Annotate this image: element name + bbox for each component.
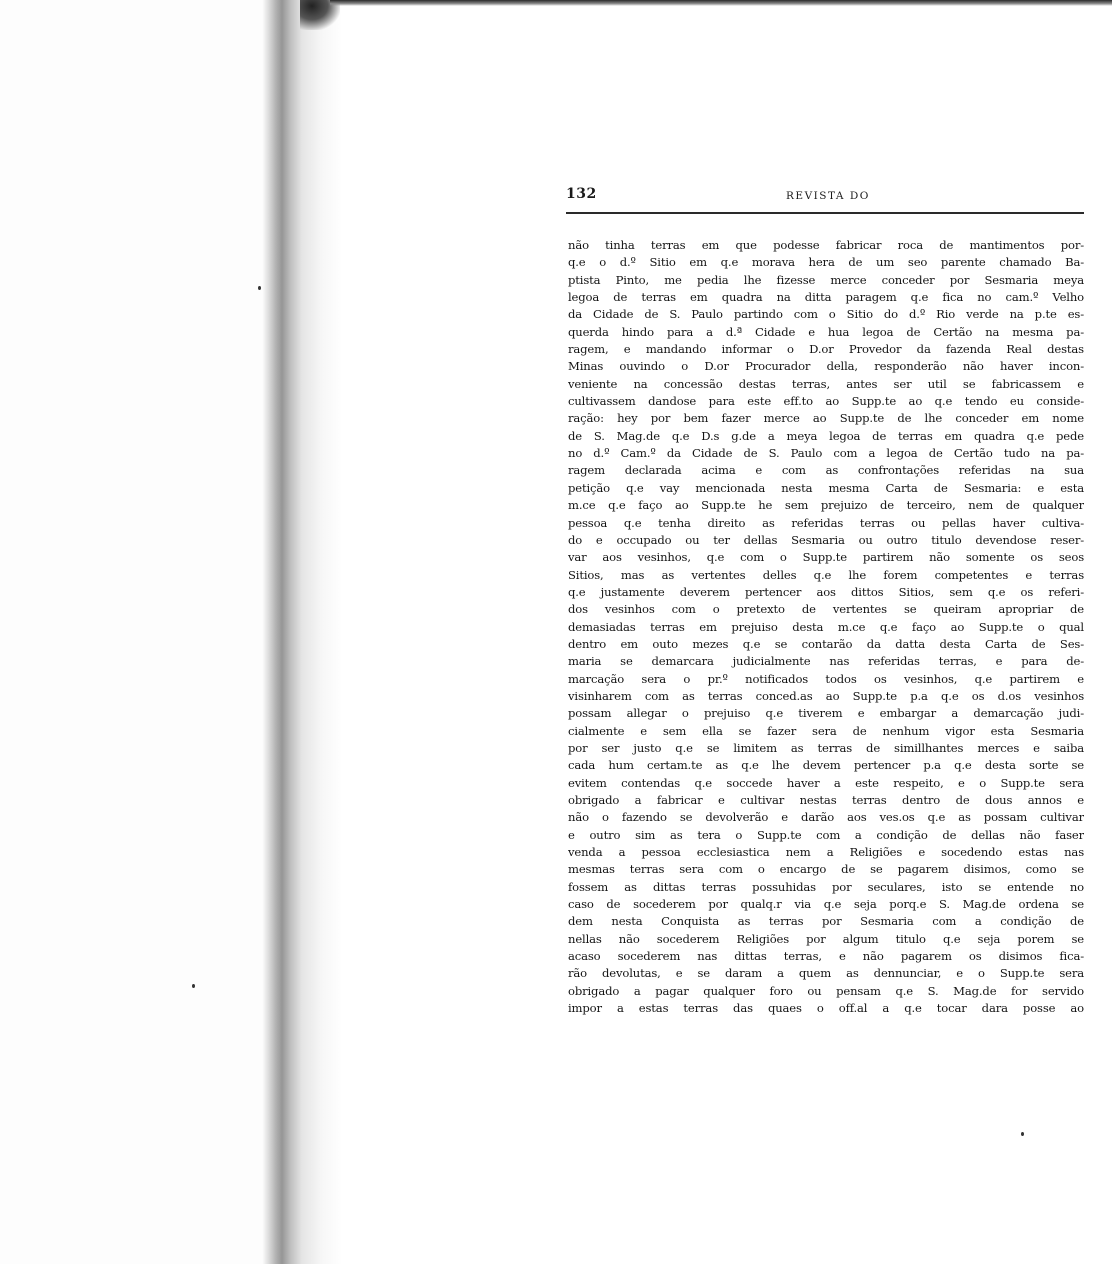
text-line: cada hum certam.te as q.e lhe devem pertencer p.a q.e desta sorte se [568,758,1084,773]
text-line: Minas ouvindo o D.or Procurador della, responderão não haver incon- [568,359,1084,374]
header-rule [566,212,1084,214]
text-line: maria se demarcara judicialmente nas referidas terras, e para de- [568,654,1084,669]
text-line: q.e justamente deverem pertencer aos dittos Sitios, sem q.e os referi- [568,584,1084,599]
paper-speck [1021,1132,1024,1136]
text-line: ragem, e mandando informar o D.or Provedor da fazenda Real destas [568,342,1084,357]
text-line: dos vesinhos com o pretexto de vertentes se queiram apropriar de [568,602,1084,617]
text-line: cultivassem dandose para este eff.to ao Supp.te ao q.e tendo eu conside- [568,394,1084,409]
text-line: dem nesta Conquista as terras por Sesmaria com a condição de [568,914,1084,929]
text-line: do e occupado ou ter dellas Sesmaria ou outro titulo devendose reser- [568,532,1084,547]
text-line: no d.º Cam.º da Cidade de S. Paulo com a legoa de Certão tudo na pa- [568,446,1084,461]
text-line: dentro em outo mezes q.e se contarão da datta desta Carta de Ses- [568,636,1084,651]
text-line: caso de socederem por qualq.r via q.e seja porq.e S. Mag.de ordena se [568,897,1084,912]
running-head: REVISTA DO [786,190,870,202]
text-line: visinharem com as terras conced.as ao Supp.te p.a q.e os d.os vesinhos [568,688,1084,703]
text-line: obrigado a fabricar e cultivar nestas terras dentro de dous annos e [568,793,1084,807]
text-line: da Cidade de S. Paulo partindo com o Sitio do d.º Rio verde na p.te es- [568,307,1084,322]
text-line: fossem as dittas terras possuhidas por seculares, isto se entende no [568,879,1084,894]
text-line: de S. Mag.de q.e D.s g.de a meya legoa de terras em quadra q.e pede [568,428,1084,443]
text-line: legoa de terras em quadra na ditta paragem q.e fica no cam.º Velho [568,290,1084,305]
text-line: querda hindo para a d.ª Cidade e hua legoa de Certão na mesma pa- [568,324,1084,339]
paper-speck [192,984,195,988]
text-line: Sitios, mas as vertentes delles q.e lhe forem competentes e terras [568,567,1084,582]
text-line: não o fazendo se devolverão e darão aos ves.os q.e as possam cultivar [568,810,1084,825]
text-line: ragem declarada acima e com as confrontações referidas na sua [568,463,1084,478]
text-line: impor a estas terras das quaes o off.al a q.e tocar dara posse ao [568,1001,1084,1016]
text-line: ração: hey por bem fazer merce ao Supp.te de lhe conceder em nome [568,411,1084,426]
page-top-edge [330,0,1112,6]
text-line: possam allegar o prejuiso q.e tiverem e embargar a demarcação judi- [568,706,1084,721]
text-line: var aos vesinhos, q.e com o Supp.te partirem não somente os seos [568,550,1084,565]
text-line: pessoa q.e tenha direito as referidas terras ou pellas haver cultiva- [568,515,1084,530]
text-line: não tinha terras em que podesse fabricar roca de mantimentos por- [568,238,1084,252]
text-line: cialmente e sem ella se fazer sera de nenhum vigor esta Sesmaria [568,723,1084,738]
text-line: demasiadas terras em prejuiso desta m.ce q.e faço ao Supp.te o qual [568,619,1084,634]
paper-speck [258,286,261,290]
text-line: por ser justo q.e se limitem as terras de simillhantes merces e saiba [568,740,1084,755]
text-line: e outro sim as tera o Supp.te com a condição de dellas não faser [568,827,1084,842]
text-line: nellas não socederem Religiões por algum titulo q.e seja porem se [568,931,1084,946]
book-spine-shadow [262,0,342,1264]
text-line: q.e o d.º Sitio em q.e morava hera de um seo parente chamado Ba- [568,255,1084,270]
book-page [566,186,1086,1016]
text-line: m.ce q.e faço ao Supp.te he sem prejuizo de terceiro, nem de qualquer [568,498,1084,513]
text-line: veniente na concessão destas terras, antes ser util se fabricassem e [568,376,1084,391]
page-header [566,186,1086,210]
text-line: mesmas terras sera com o encargo de se pagarem disimos, como se [568,862,1084,877]
blank-facing-page [0,0,268,1264]
text-line: acaso socederem nas dittas terras, e não pagarem os disimos fica- [568,949,1084,964]
text-line: rão devolutas, e se daram a quem as dennunciar, e o Supp.te sera [568,966,1084,981]
text-line: marcação sera o pr.º notificados todos os vesinhos, q.e partirem e [568,671,1084,686]
page-number: 132 [566,186,597,202]
text-line: venda a pessoa ecclesiastica nem a Religiões e socedendo estas nas [568,845,1084,860]
body-text [568,237,1084,1017]
text-line: obrigado a pagar qualquer foro ou pensam q.e S. Mag.de for servido [568,983,1084,998]
text-line: ptista Pinto, me pedia lhe fizesse merce conceder por Sesmaria meya [568,272,1084,287]
text-line: evitem contendas q.e soccede haver a este respeito, e o Supp.te sera [568,775,1084,790]
text-line: petição q.e vay mencionada nesta mesma Carta de Sesmaria: e esta [568,480,1084,495]
